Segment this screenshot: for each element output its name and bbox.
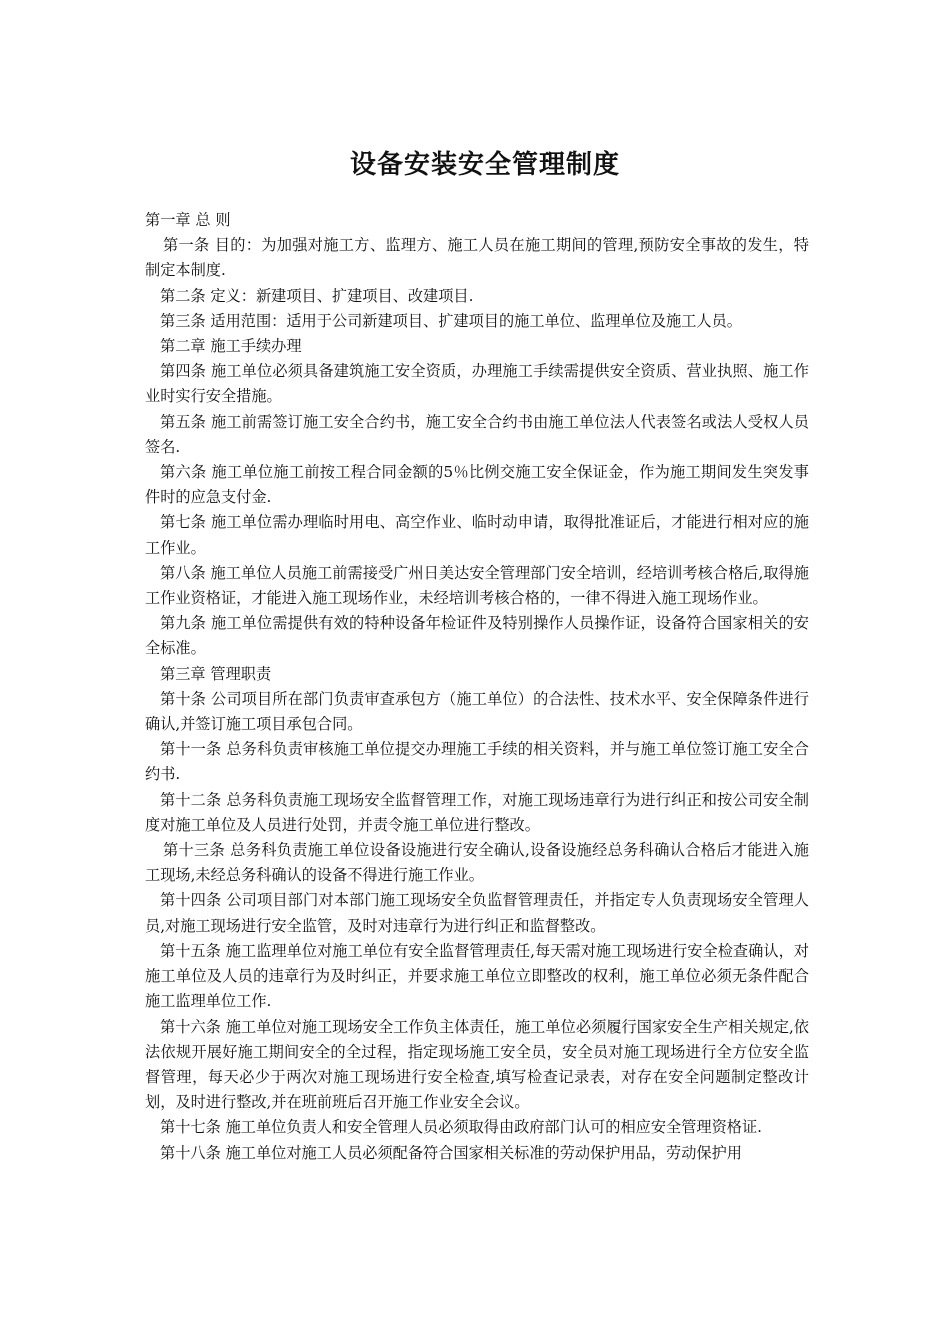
chapter-3-heading: 第三章 管理职责 — [160, 664, 272, 683]
article-10: 第十条 公司项目所在部门负责审查承包方（施工单位）的合法性、技术水平、安全保障条件进行确认,并签订施工项目承包合同。 — [145, 689, 809, 734]
document-body — [145, 208, 809, 1166]
article-8: 第八条 施工单位人员施工前需接受广州日美达安全管理部门安全培训，经培训考核合格后,取得施工作业资格证，才能进入施工现场作业，未经培训考核合格的，一律不得进入施工现场作业。 — [145, 563, 809, 608]
article-5: 第五条 施工前需签订施工安全合约书，施工安全合约书由施工单位法人代表签名或法人受权人员签名. — [145, 412, 809, 456]
article-13: 第十三条 总务科负责施工单位设备设施进行安全确认,设备设施经总务科确认合格后才能进入施工现场,未经总务科确认的设备不得进行施工作业。 — [145, 841, 809, 885]
article-2: 第二条 定义：新建项目、扩建项目、改建项目. — [160, 286, 474, 305]
article-11: 第十一条 总务科负责审核施工单位提交办理施工手续的相关资料，并与施工单位签订施工安全合约书. — [145, 740, 809, 784]
article-4: 第四条 施工单位必须具备建筑施工安全资质，办理施工手续需提供安全资质、营业执照、施工作业时实行安全措施。 — [145, 362, 809, 406]
article-15: 第十五条 施工监理单位对施工单位有安全监督管理责任,每天需对施工现场进行安全检查确认，对施工单位及人员的违章行为及时纠正，并要求施工单位立即整改的权利，施工单位必须无条件配合施工监理单位工作. — [145, 941, 809, 1011]
article-18: 第十八条 施工单位对施工人员必须配备符合国家相关标准的劳动保护用品，劳动保护用 — [160, 1143, 742, 1162]
chapter-2-heading: 第二章 施工手续办理 — [160, 337, 302, 356]
document-title: 设备安装安全管理制度 — [349, 150, 620, 180]
article-16: 第十六条 施工单位对施工现场安全工作负主体责任，施工单位必须履行国家安全生产相关规定,依法依规开展好施工期间安全的全过程，指定现场施工安全员，安全员对施工现场进行全方位安全监督管理，每天必少于两次对施工现场进行安全检查,填写检查记录表，对存在安全问题制定整改计划，及时进行整改,并在班前班后召开施工作业安全会议。 — [145, 1017, 809, 1112]
article-6: 第六条 施工单位施工前按工程合同金额的5％比例交施工安全保证金，作为施工期间发生突发事件时的应急支付金. — [145, 463, 809, 507]
article-7: 第七条 施工单位需办理临时用电、高空作业、临时动申请，取得批准证后，才能进行相对应的施工作业。 — [145, 513, 809, 557]
article-17: 第十七条 施工单位负责人和安全管理人员必须取得由政府部门认可的相应安全管理资格证. — [160, 1118, 762, 1137]
chapter-1-heading: 第一章 总 则 — [145, 211, 231, 229]
article-9: 第九条 施工单位需提供有效的特种设备年检证件及特别操作人员操作证，设备符合国家相关的安全标准。 — [145, 614, 809, 658]
article-3: 第三条 适用范围：适用于公司新建项目、扩建项目的施工单位、监理单位及施工人员。 — [160, 311, 742, 330]
article-12: 第十二条 总务科负责施工现场安全监督管理工作，对施工现场违章行为进行纠正和按公司安全制度对施工单位及人员进行处罚，并责令施工单位进行整改。 — [145, 790, 809, 834]
article-1: 第一条 目的：为加强对施工方、监理方、施工人员在施工期间的管理,预防安全事故的发生，特制定本制度. — [145, 236, 809, 280]
article-14: 第十四条 公司项目部门对本部门施工现场安全负监督管理责任，并指定专人负责现场安全管理人员,对施工现场进行安全监管，及时对违章行为进行纠正和监督整改。 — [145, 891, 809, 935]
